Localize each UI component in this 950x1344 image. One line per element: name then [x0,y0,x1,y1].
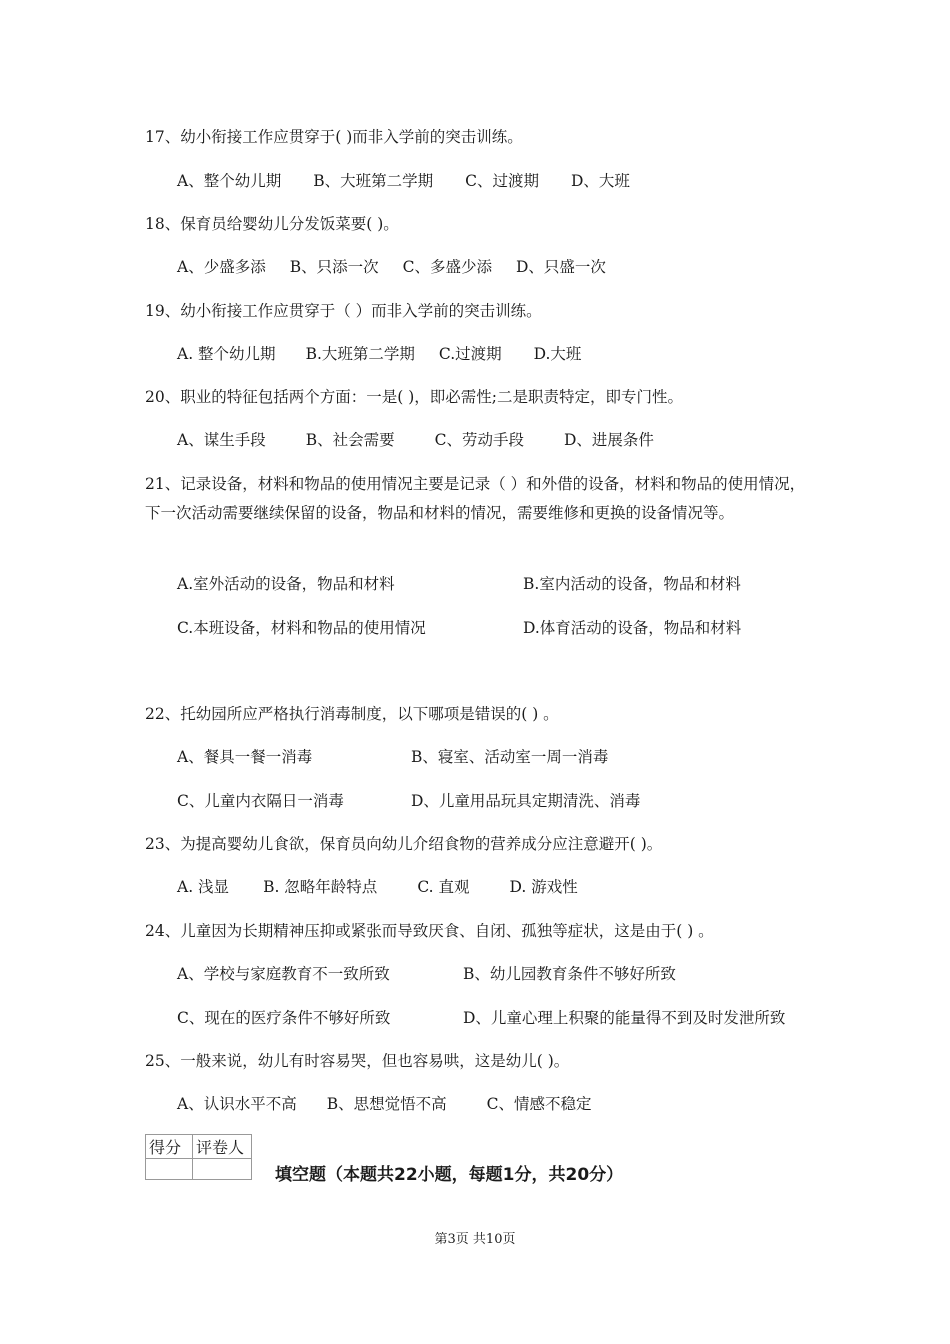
option-a: A、认识水平不高 [177,1095,297,1113]
question-22-option-b: B、寝室、活动室一周一消毒 [411,748,609,766]
option-c: C.过渡期 [438,345,502,363]
question-24-option-c: C、现在的医疗条件不够好所致 [177,1009,391,1027]
option-a: A、谋生手段 [177,431,266,449]
option-c: C. 直观 [417,878,470,896]
option-d: D.大班 [533,345,582,363]
question-17-options [177,170,630,192]
option-c: C、多盛少添 [402,258,492,276]
section-title: 填空题（本题共22小题，每题1分，共20分） [275,1165,624,1185]
question-22-option-d: D、儿童用品玩具定期清洗、消毒 [411,792,641,810]
option-b: B、思想觉悟不高 [326,1095,447,1113]
question-19-options [177,343,581,365]
score-cell [146,1159,193,1180]
grader-label: 评卷人 [193,1135,252,1159]
question-23-options [177,876,578,898]
question-23-stem: 23、为提高婴幼儿食欲，保育员向幼儿介绍食物的营养成分应注意避开( )。 [145,835,663,853]
question-21-option-a: A.室外活动的设备，物品和材料 [177,575,395,593]
question-21-stem: 21、记录设备，材料和物品的使用情况主要是记录（ ）和外借的设备，材料和物品的使用情况，下一次活动需要继续保留的设备，物品和材料的情况，需要维修和更换的设备情况等。 [145,475,806,522]
question-21-option-d: D.体育活动的设备，物品和材料 [523,619,742,637]
option-c: C、情感不稳定 [486,1095,592,1113]
option-a: A、少盛多添 [177,258,266,276]
question-18-stem: 18、保育员给婴幼儿分发饭菜要( )。 [145,215,399,233]
question-19-stem: 19、幼小衔接工作应贯穿于（ ）而非入学前的突击训练。 [145,302,542,320]
page-footer: 第3页 共10页 [434,1232,516,1247]
option-d: D. 游戏性 [509,878,578,896]
question-24-stem: 24、儿童因为长期精神压抑或紧张而导致厌食、自闭、孤独等症状，这是由于( ) 。 [145,922,714,940]
question-20-stem: 20、职业的特征包括两个方面：一是( )，即必需性;二是职责特定，即专门性。 [145,388,683,406]
question-25-stem: 25、一般来说，幼儿有时容易哭，但也容易哄，这是幼儿( )。 [145,1052,570,1070]
question-22-option-c: C、儿童内衣隔日一消毒 [177,792,344,810]
option-b: B、只添一次 [289,258,379,276]
option-b: B、社会需要 [305,431,395,449]
question-24-option-a: A、学校与家庭教育不一致所致 [177,965,390,983]
score-box [145,1134,252,1180]
question-21-option-c: C.本班设备，材料和物品的使用情况 [177,619,426,637]
option-b: B. 忽略年龄特点 [263,878,378,896]
question-24-option-b: B、幼儿园教育条件不够好所致 [463,965,676,983]
question-25-options [177,1093,591,1115]
option-d: D、进展条件 [563,431,654,449]
option-a: A、整个幼儿期 [177,172,282,190]
score-label: 得分 [146,1135,193,1159]
option-a: A. 整个幼儿期 [177,345,276,363]
option-d: D、大班 [570,172,630,190]
option-d: D、只盛一次 [515,258,606,276]
question-21-option-b: B.室内活动的设备，物品和材料 [523,575,741,593]
question-24-option-d: D、儿童心理上积聚的能量得不到及时发泄所致 [463,1009,786,1027]
question-18-options [177,256,606,278]
option-b: B.大班第二学期 [305,345,415,363]
option-a: A. 浅显 [177,878,230,896]
grader-cell [193,1159,252,1180]
question-17-stem: 17、幼小衔接工作应贯穿于( )而非入学前的突击训练。 [145,128,523,146]
option-b: B、大班第二学期 [313,172,434,190]
question-22-stem: 22、托幼园所应严格执行消毒制度，以下哪项是错误的( ) 。 [145,705,559,723]
option-c: C、过渡期 [465,172,539,190]
option-c: C、劳动手段 [434,431,524,449]
question-22-option-a: A、餐具一餐一消毒 [177,748,313,766]
question-20-options [177,429,654,451]
